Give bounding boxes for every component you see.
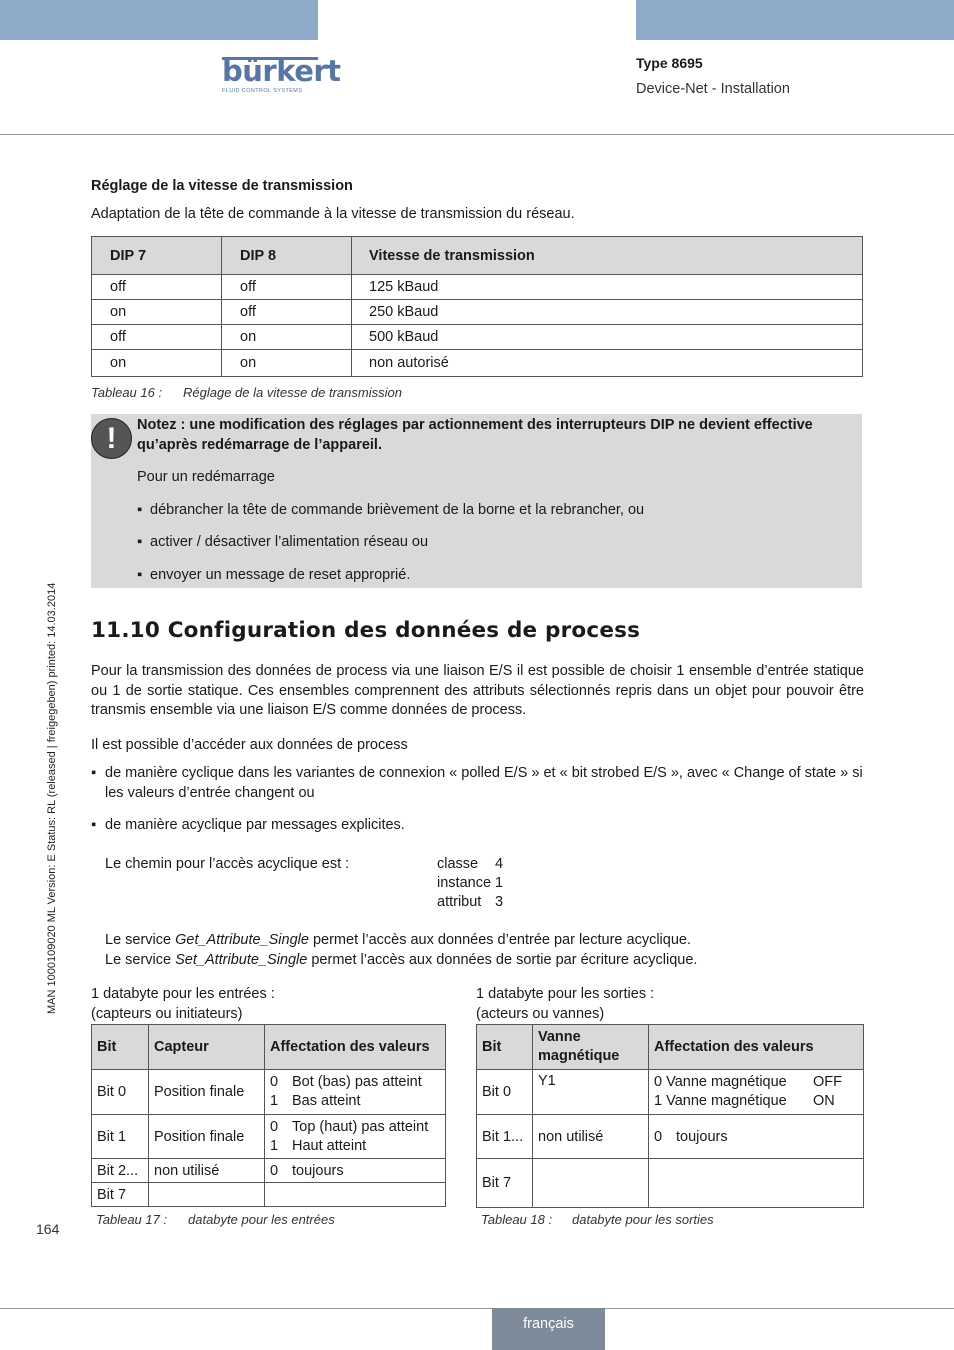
table-row: [92, 300, 863, 325]
table-cell: [149, 1183, 265, 1207]
path-key: instance: [437, 875, 492, 891]
path-key: attribut: [437, 894, 482, 910]
table-cell: Position finale: [149, 1115, 265, 1159]
table-cell: on: [92, 350, 222, 377]
table-cell: 0 Bot (bas) pas atteint 1 Bas atteint: [265, 1070, 446, 1115]
bullet-marker: ▪: [137, 534, 143, 550]
outputs-intro-sub: (acteurs ou vannes): [476, 1006, 605, 1022]
table-cell: 0 Vanne magnétique OFF 1 Vanne magnétique ON: [649, 1070, 864, 1115]
table-header: Vanne magnétique: [533, 1025, 649, 1070]
document-status-sidebar: MAN 1000109020 ML Version: E Status: RL (released | freigegeben) printed: 14.03.2014: [46, 582, 58, 1014]
logo-tagline: FLUID CONTROL SYSTEMS: [222, 88, 303, 94]
header-divider: [0, 134, 954, 135]
warning-exclamation-icon: !: [91, 418, 132, 459]
table-cell: on: [222, 325, 352, 350]
chapter-subtitle: Device-Net - Installation: [636, 81, 790, 97]
footer-divider: [0, 1308, 954, 1309]
bullet-marker: ▪: [137, 502, 143, 518]
table-cell: [649, 1159, 864, 1208]
table-cell: 250 kBaud: [352, 300, 863, 325]
process-paragraph-1: Pour la transmission des données de process via une liaison E/S il est possible de choisir 1 ensemble d’entrée statique ou 1 de sortie statique. Ces ensembles comprennent des attributs sélectionnés repris dans un objet pour pouvoir être transmis ensemble via une liaison E/S comme données de process.: [91, 663, 864, 718]
table-cell: non utilisé: [533, 1115, 649, 1159]
table-18-caption-text: databyte pour les sorties: [572, 1212, 714, 1227]
path-key: classe: [437, 856, 479, 872]
page-number: 164: [36, 1221, 60, 1237]
table-header: Affectation des valeurs: [649, 1025, 864, 1070]
table-row: [477, 1115, 864, 1159]
process-bullet: de manière acyclique par messages explicites.: [105, 817, 405, 833]
table-cell: [533, 1159, 649, 1208]
table-18-caption-label: Tableau 18 :: [481, 1212, 553, 1227]
inputs-intro-sub: (capteurs ou initiateurs): [91, 1006, 243, 1022]
company-logo: bürkert: [222, 54, 341, 88]
service-set-line: Le service Set_Attribute_Single permet l’accès aux données de sortie par écriture acyclique.: [105, 952, 698, 968]
table-cell: [265, 1183, 446, 1207]
table-cell: Position finale: [149, 1070, 265, 1115]
note-item: envoyer un message de reset approprié.: [150, 567, 411, 583]
table-cell: Bit 1: [92, 1115, 149, 1159]
table-header: DIP 8: [222, 237, 352, 275]
table-cell: Y1: [533, 1070, 649, 1115]
table-cell: 0 Top (haut) pas atteint 1 Haut atteint: [265, 1115, 446, 1159]
table-cell: non utilisé: [149, 1159, 265, 1183]
table-17-caption-label: Tableau 17 :: [96, 1212, 168, 1227]
table-row: [92, 1183, 446, 1207]
table-cell: Bit 7: [92, 1183, 149, 1207]
table-cell: off: [222, 300, 352, 325]
table-row: [477, 1070, 864, 1115]
bullet-marker: ▪: [91, 765, 97, 781]
table-cell: off: [222, 275, 352, 300]
table-header: Bit: [92, 1025, 149, 1070]
table-cell: on: [92, 300, 222, 325]
process-paragraph-2: Il est possible d’accéder aux données de process: [91, 737, 408, 753]
header-bar-right: [636, 0, 954, 40]
table-row: [92, 350, 863, 377]
table-header: Affectation des valeurs: [265, 1025, 446, 1070]
note-item: débrancher la tête de commande brièvement de la borne et la rebrancher, ou: [150, 502, 645, 518]
table-17-caption-text: databyte pour les entrées: [188, 1212, 335, 1227]
baud-section-intro: Adaptation de la tête de commande à la vitesse de transmission du réseau.: [91, 206, 575, 222]
baud-rate-table: [91, 236, 863, 377]
table-16-caption-label: Tableau 16 :: [91, 385, 163, 400]
table-cell: Bit 1...: [477, 1115, 533, 1159]
table-cell: Bit 7: [477, 1159, 533, 1208]
table-header: Capteur: [149, 1025, 265, 1070]
table-cell: Bit 0: [92, 1070, 149, 1115]
acyclic-path-label: Le chemin pour l’accès acyclique est :: [105, 856, 350, 872]
language-tab: français: [492, 1308, 605, 1350]
process-bullet: de manière cyclique dans les variantes de connexion « polled E/S » et « bit strobed E/S », avec « Change of state » si les valeurs d’entrée changent ou: [105, 765, 863, 801]
table-cell: 0 toujours: [265, 1159, 446, 1183]
table-cell: Bit 0: [477, 1070, 533, 1115]
table-row: [477, 1159, 864, 1208]
table-cell: 125 kBaud: [352, 275, 863, 300]
note-item: activer / désactiver l’alimentation réseau ou: [150, 534, 429, 550]
bullet-marker: ▪: [137, 567, 143, 583]
inputs-databyte-table: [91, 1024, 446, 1207]
table-header: Bit: [477, 1025, 533, 1070]
path-value: 1: [495, 875, 504, 891]
table-cell: on: [222, 350, 352, 377]
table-row: [92, 325, 863, 350]
note-title: Notez : une modification des réglages par actionnement des interrupteurs DIP ne devient effective qu’après redémarrage de l’appareil.: [137, 417, 813, 453]
path-value: 4: [495, 856, 504, 872]
table-row: [92, 1070, 446, 1115]
path-value: 3: [495, 894, 504, 910]
outputs-intro: 1 databyte pour les sorties :: [476, 986, 655, 1002]
note-lead: Pour un redémarrage: [137, 469, 275, 485]
table-16-caption-text: Réglage de la vitesse de transmission: [183, 385, 402, 400]
table-cell: off: [92, 325, 222, 350]
table-cell: 500 kBaud: [352, 325, 863, 350]
table-header: DIP 7: [92, 237, 222, 275]
table-header: Vitesse de transmission: [352, 237, 863, 275]
bullet-marker: ▪: [91, 817, 97, 833]
table-cell: Bit 2...: [92, 1159, 149, 1183]
table-row: [92, 1115, 446, 1159]
header-bar-left: [0, 0, 318, 40]
outputs-databyte-table: [476, 1024, 864, 1208]
table-cell: non autorisé: [352, 350, 863, 377]
table-row: [92, 1159, 446, 1183]
table-row: [92, 275, 863, 300]
table-cell: 0 toujours: [649, 1115, 864, 1159]
product-type: Type 8695: [636, 55, 703, 71]
inputs-intro: 1 databyte pour les entrées :: [91, 986, 275, 1002]
service-get-line: Le service Get_Attribute_Single permet l’accès aux données d’entrée par lecture acyclique.: [105, 932, 691, 948]
baud-section-title: Réglage de la vitesse de transmission: [91, 178, 353, 194]
table-cell: off: [92, 275, 222, 300]
section-heading: 11.10 Configuration des données de process: [91, 618, 641, 643]
